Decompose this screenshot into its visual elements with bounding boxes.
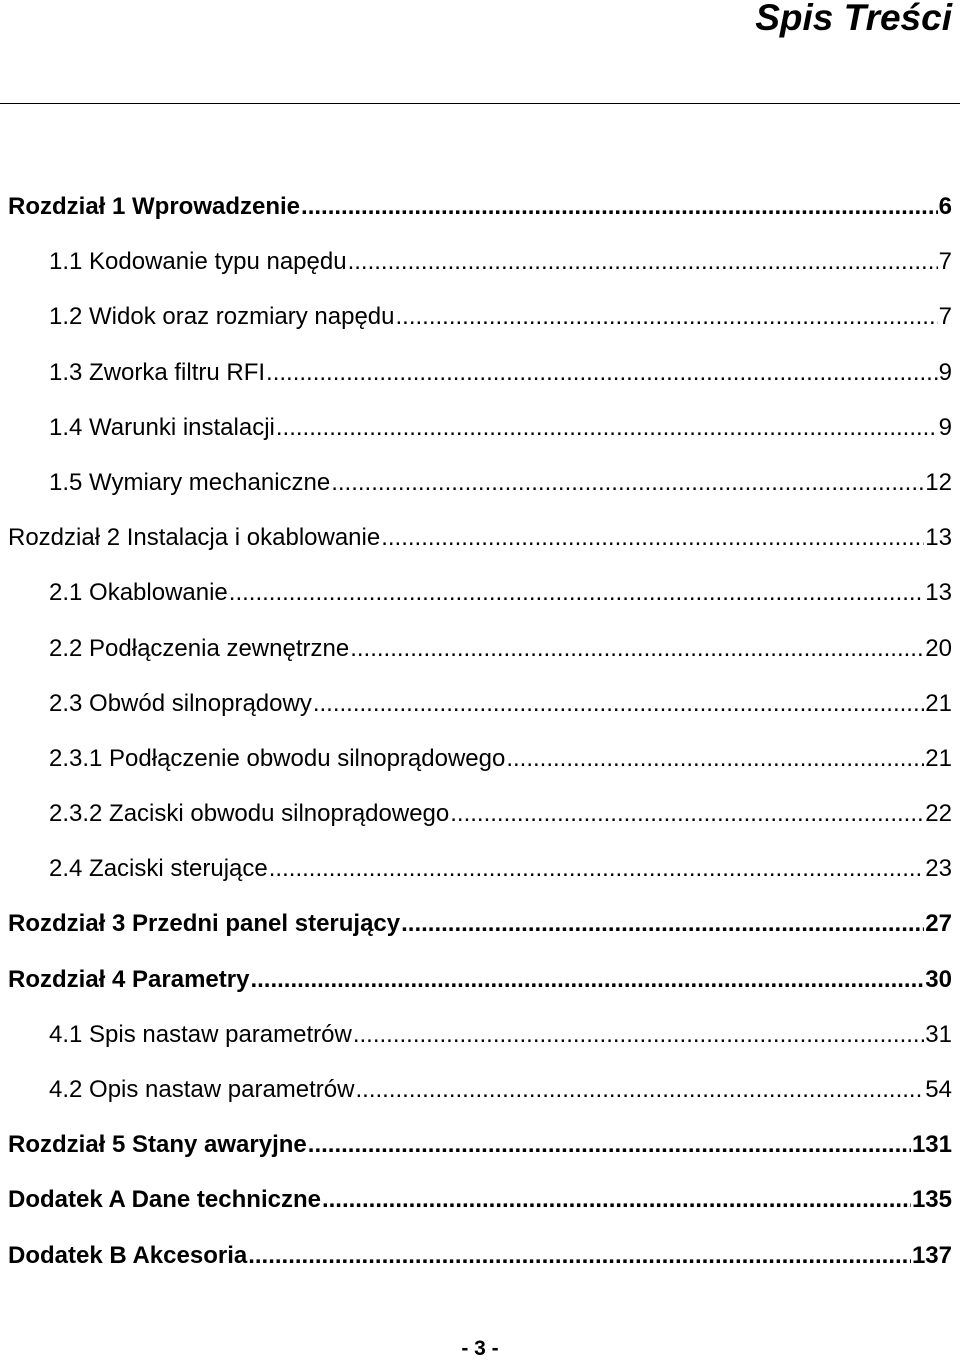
toc-entry-title: Rozdział 5 Stany awaryjne: [8, 1131, 307, 1159]
toc-entry-title: 2.4 Zaciski sterujące: [49, 855, 268, 883]
toc-entry-title: 1.2 Widok oraz rozmiary napędu: [49, 303, 395, 331]
toc-entry-page: 23: [925, 855, 952, 883]
toc-entry-title: 2.3.1 Podłączenie obwodu silnoprądowego: [49, 744, 506, 772]
toc-entry-page: 6: [938, 193, 952, 220]
page-number: - 3 -: [461, 1337, 499, 1360]
toc-entry[interactable]: [0, 621, 952, 676]
toc-entry-title: Rozdział 3 Przedni panel sterujący: [8, 910, 401, 938]
toc-leader-dots: [269, 841, 925, 896]
toc-entry[interactable]: [0, 455, 952, 510]
toc-entry[interactable]: [0, 345, 952, 400]
toc-entry-page: 27: [925, 910, 952, 938]
toc-entry-title: 4.2 Opis nastaw parametrów: [49, 1076, 355, 1103]
toc-entry-title: Dodatek A Dane techniczne: [8, 1186, 321, 1214]
toc-entry[interactable]: [0, 400, 952, 455]
toc-entry-page: 131: [911, 1131, 952, 1159]
toc-entry-title: 4.1 Spis nastaw parametrów: [49, 1020, 352, 1048]
toc-leader-dots: [331, 455, 924, 510]
toc-entry-page: 20: [925, 634, 952, 662]
toc-entry-title: 2.3 Obwód silnoprądowy: [49, 689, 312, 717]
toc-entry-page: 9: [938, 413, 952, 441]
toc-entry[interactable]: [0, 1062, 952, 1117]
toc-entry[interactable]: [0, 952, 952, 1007]
toc-leader-dots: [348, 234, 938, 289]
toc-entry-page: 9: [938, 358, 952, 386]
toc-entry-page: 30: [925, 965, 952, 993]
toc-entry-title: 2.1 Okablowanie: [49, 579, 228, 607]
toc-entry-title: Rozdział 2 Instalacja i okablowanie: [8, 524, 381, 552]
toc-entry[interactable]: [0, 731, 952, 786]
toc-leader-dots: [355, 1062, 924, 1117]
toc-entry-title: Dodatek B Akcesoria: [8, 1241, 248, 1269]
toc-entry-title: 2.3.2 Zaciski obwodu silnoprądowego: [49, 800, 450, 828]
toc-entry[interactable]: [0, 510, 952, 565]
toc-entry-title: 1.1 Kodowanie typu napędu: [49, 248, 347, 276]
toc-entry-page: 21: [925, 689, 952, 717]
toc-entry-title: Rozdział 1 Wprowadzenie: [8, 193, 301, 220]
toc-leader-dots: [322, 1172, 911, 1227]
toc-entry-page: 7: [938, 303, 952, 331]
toc-leader-dots: [276, 400, 938, 455]
toc-leader-dots: [450, 786, 924, 841]
toc-entry[interactable]: [0, 289, 952, 344]
toc-entry-title: 1.4 Warunki instalacji: [49, 413, 275, 441]
toc-entry-page: 22: [925, 800, 952, 828]
toc-leader-dots: [353, 1007, 924, 1062]
toc-entry-page: 31: [925, 1020, 952, 1048]
toc-entry[interactable]: [0, 179, 952, 234]
toc-leader-dots: [301, 179, 938, 234]
header-divider: [0, 103, 960, 104]
toc-entry[interactable]: [0, 1007, 952, 1062]
toc-entry-page: 13: [925, 579, 952, 607]
page-title: Spis Treści: [755, 0, 952, 38]
toc-leader-dots: [381, 510, 924, 565]
toc-leader-dots: [313, 676, 924, 731]
toc-entry-page: 13: [925, 524, 952, 552]
toc-entry[interactable]: [0, 841, 952, 896]
toc-entry-title: Rozdział 4 Parametry: [8, 965, 250, 993]
table-of-contents: [0, 179, 952, 1283]
toc-entry-page: 137: [911, 1241, 952, 1269]
toc-entry[interactable]: [0, 234, 952, 289]
toc-entry-page: 21: [925, 744, 952, 772]
toc-entry-page: 12: [925, 468, 952, 496]
toc-entry[interactable]: [0, 565, 952, 620]
toc-leader-dots: [250, 952, 924, 1007]
toc-leader-dots: [396, 289, 938, 344]
toc-leader-dots: [401, 896, 924, 951]
toc-entry[interactable]: [0, 1172, 952, 1227]
toc-leader-dots: [350, 621, 924, 676]
toc-leader-dots: [308, 1117, 911, 1172]
toc-entry[interactable]: [0, 786, 952, 841]
toc-entry-title: 2.2 Podłączenia zewnętrzne: [49, 634, 350, 662]
toc-entry-page: 54: [925, 1076, 952, 1103]
toc-entry-title: 1.5 Wymiary mechaniczne: [49, 468, 331, 496]
toc-entry[interactable]: [0, 896, 952, 951]
toc-entry[interactable]: [0, 1117, 952, 1172]
toc-entry[interactable]: [0, 676, 952, 731]
toc-leader-dots: [266, 345, 938, 400]
toc-entry[interactable]: [0, 1228, 952, 1283]
toc-entry-title: 1.3 Zworka filtru RFI: [49, 358, 266, 386]
toc-entry-page: 7: [938, 248, 952, 276]
toc-leader-dots: [248, 1228, 911, 1283]
toc-leader-dots: [506, 731, 924, 786]
toc-entry-page: 135: [911, 1186, 952, 1214]
toc-leader-dots: [229, 565, 925, 620]
